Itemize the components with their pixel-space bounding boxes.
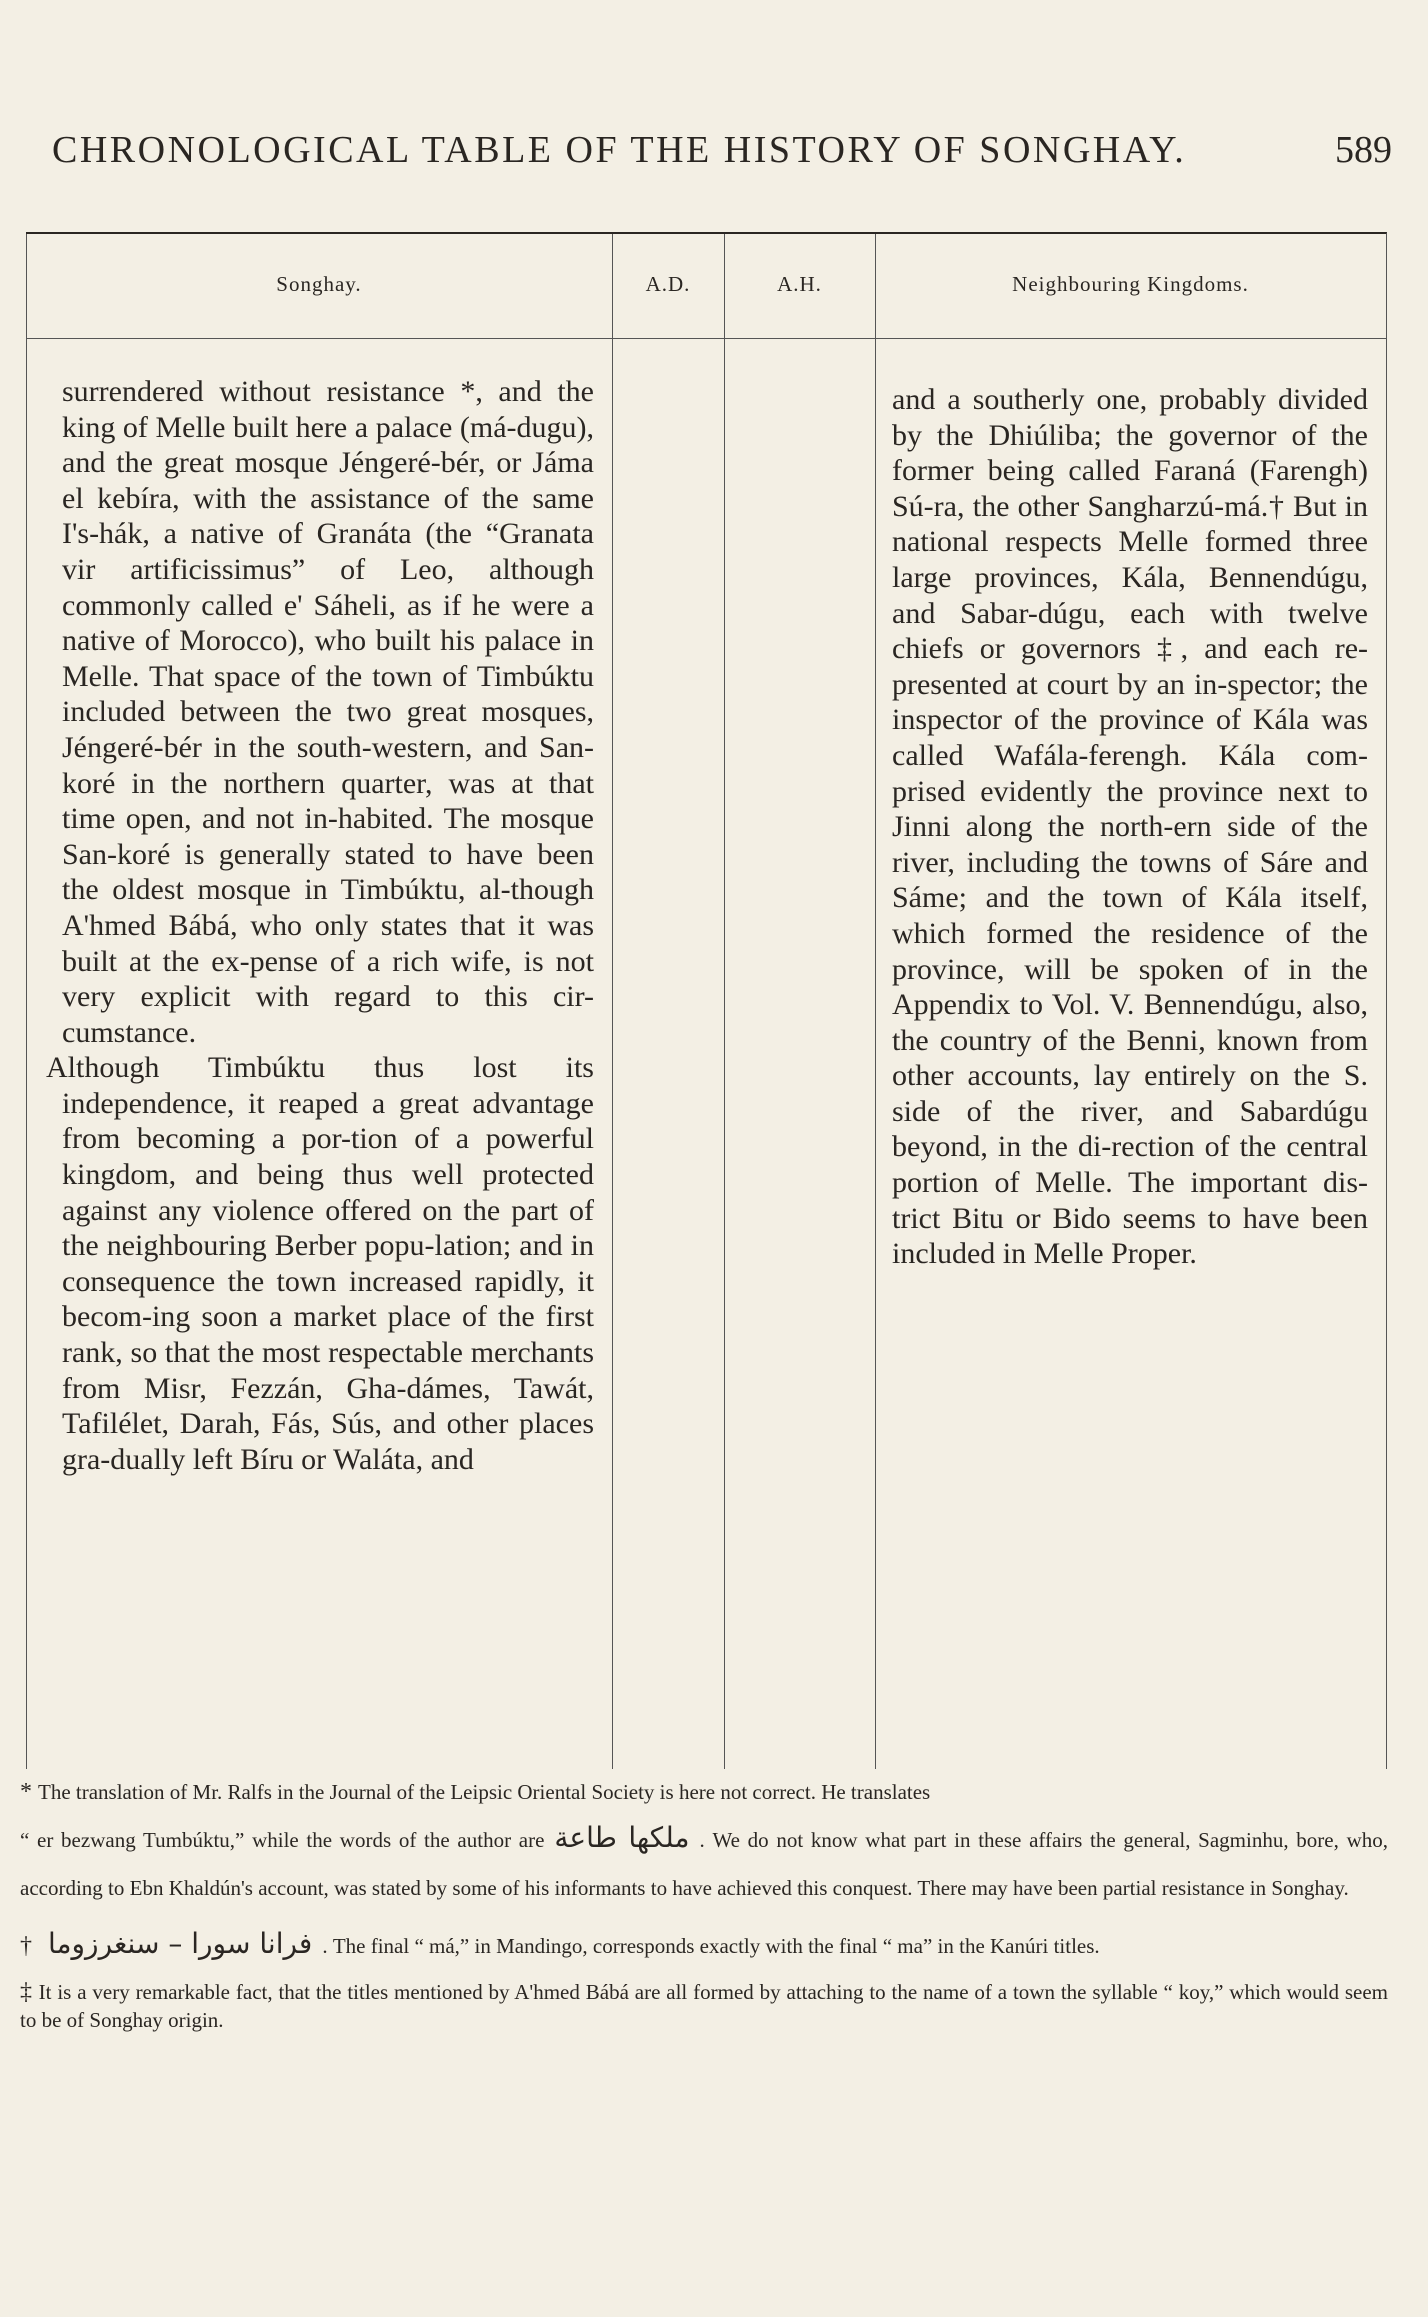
songhay-column-text — [46, 374, 594, 1477]
column-header-songhay: Songhay. — [276, 272, 362, 296]
column-divider-3 — [875, 234, 876, 1769]
column-header-ah: A.H. — [777, 272, 822, 296]
footnote-2 — [20, 1920, 1388, 1970]
page-number: 589 — [1335, 129, 1392, 171]
footnotes — [20, 1778, 1388, 2042]
songhay-paragraph: surrendered without resistance *, and the king of Melle built here a palace (má-dugu), and the great mosque Jéngeré-bér, or Jáma el kebíra, with the assistance of the same I's-hák, a native of Granáta (the “Granata vir artificissimus” of Leo, although commonly called e' Sáheli, as if he were a native of Morocco), who built his palace in Melle. That space of the town of Timbúktu included between the two great mosques, Jéngeré-bér in the south-western, and San-koré in the northern quarter, was at that time open, and not in-habited. The mosque San-koré is generally stated to have been the oldest mosque in Timbúktu, al-though A'hmed Bábá, who only states that it was built at the ex-pense of a rich wife, is not very explicit with regard to this cir-cumstance. — [62, 375, 594, 1049]
running-title: CHRONOLOGICAL TABLE OF THE HISTORY OF SONGHAY. — [52, 129, 1187, 171]
footnote-mark: † — [20, 1933, 32, 1959]
chronological-table — [26, 232, 1387, 1769]
footnote-1 — [20, 1778, 1388, 1806]
neighbouring-column-text — [892, 382, 1368, 1272]
footnote-mark: * — [20, 1779, 32, 1805]
footnote-mark: ‡ — [20, 1979, 33, 2005]
table-border-left — [26, 234, 27, 1769]
footnote-text: . The final “ má,” in Mandingo, corresponds exactly with the final “ ma” in the Kanúri titles. — [322, 1934, 1100, 1958]
page-header — [52, 128, 1392, 188]
arabic-phrase: ملكها طاعة — [554, 1821, 690, 1854]
column-header-neighbouring: Neighbouring Kingdoms. — [1012, 272, 1249, 296]
footnote-text: . We do not know what part in these affairs the general, Sagminhu, bore, who, according to Ebn Khaldún's account, was stated by some of his informants to have achieved this conquest. There may have been partial resistance in Songhay. — [20, 1828, 1388, 1900]
column-divider-2 — [724, 234, 725, 1769]
footnote-text: The translation of Mr. Ralfs in the Journal of the Leipsic Oriental Society is here not correct. He translates — [38, 1780, 931, 1804]
header-row-divider — [26, 338, 1386, 339]
arabic-phrase: فرانا سورا – سنغرزوما — [48, 1927, 313, 1960]
column-header-ad: A.D. — [645, 272, 691, 296]
footnote-text: It is a very remarkable fact, that the titles mentioned by A'hmed Bábá are all formed by attaching to the name of a town the syllable “ koy,” which would seem to be of Songhay origin. — [20, 1980, 1389, 2032]
footnote-text: “ er bezwang Tumbúktu,” while the words of the author are — [20, 1828, 545, 1852]
column-divider-1 — [612, 234, 613, 1769]
songhay-paragraph: Although Timbúktu thus lost its independence, it reaped a great advantage from becoming a por-tion of a powerful kingdom, and being thus well protected against any violence offered on the part of the neighbouring Berber popu-lation; and in consequence the town increased rapidly, it becom-ing soon a market place of the first rank, so that the most respectable merchants from Misr, Fezzán, Gha-dámes, Tawát, Tafilélet, Darah, Fás, Sús, and other places gra-dually left Bíru or Waláta, and — [46, 1051, 594, 1476]
footnote-1-continued — [20, 1814, 1388, 1912]
footnote-3 — [20, 1978, 1388, 2034]
neighbouring-paragraph: and a southerly one, probably divided by the Dhiúliba; the governor of the former being called Faraná (Farengh) Sú-ra, the other Sangharzú-má.† But in national respects Melle formed three large provinces, Kála, Bennendúgu, and Sabar-dúgu, each with twelve chiefs or governors ‡, and each re-presented at court by an in-spector; the inspector of the province of Kála was called Wafála-ferengh. Kála com-prised evidently the province next to Jinni along the north-ern side of the river, including the towns of Sáre and Sáme; and the town of Kála itself, which formed the residence of the province, will be spoken of in the Appendix to Vol. V. Bennendúgu, also, the country of the Benni, known from other accounts, lay entirely on the S. side of the river, and Sabardúgu beyond, in the di-rection of the central portion of Melle. The important dis-trict Bitu or Bido seems to have been included in Melle Proper. — [892, 383, 1368, 1271]
